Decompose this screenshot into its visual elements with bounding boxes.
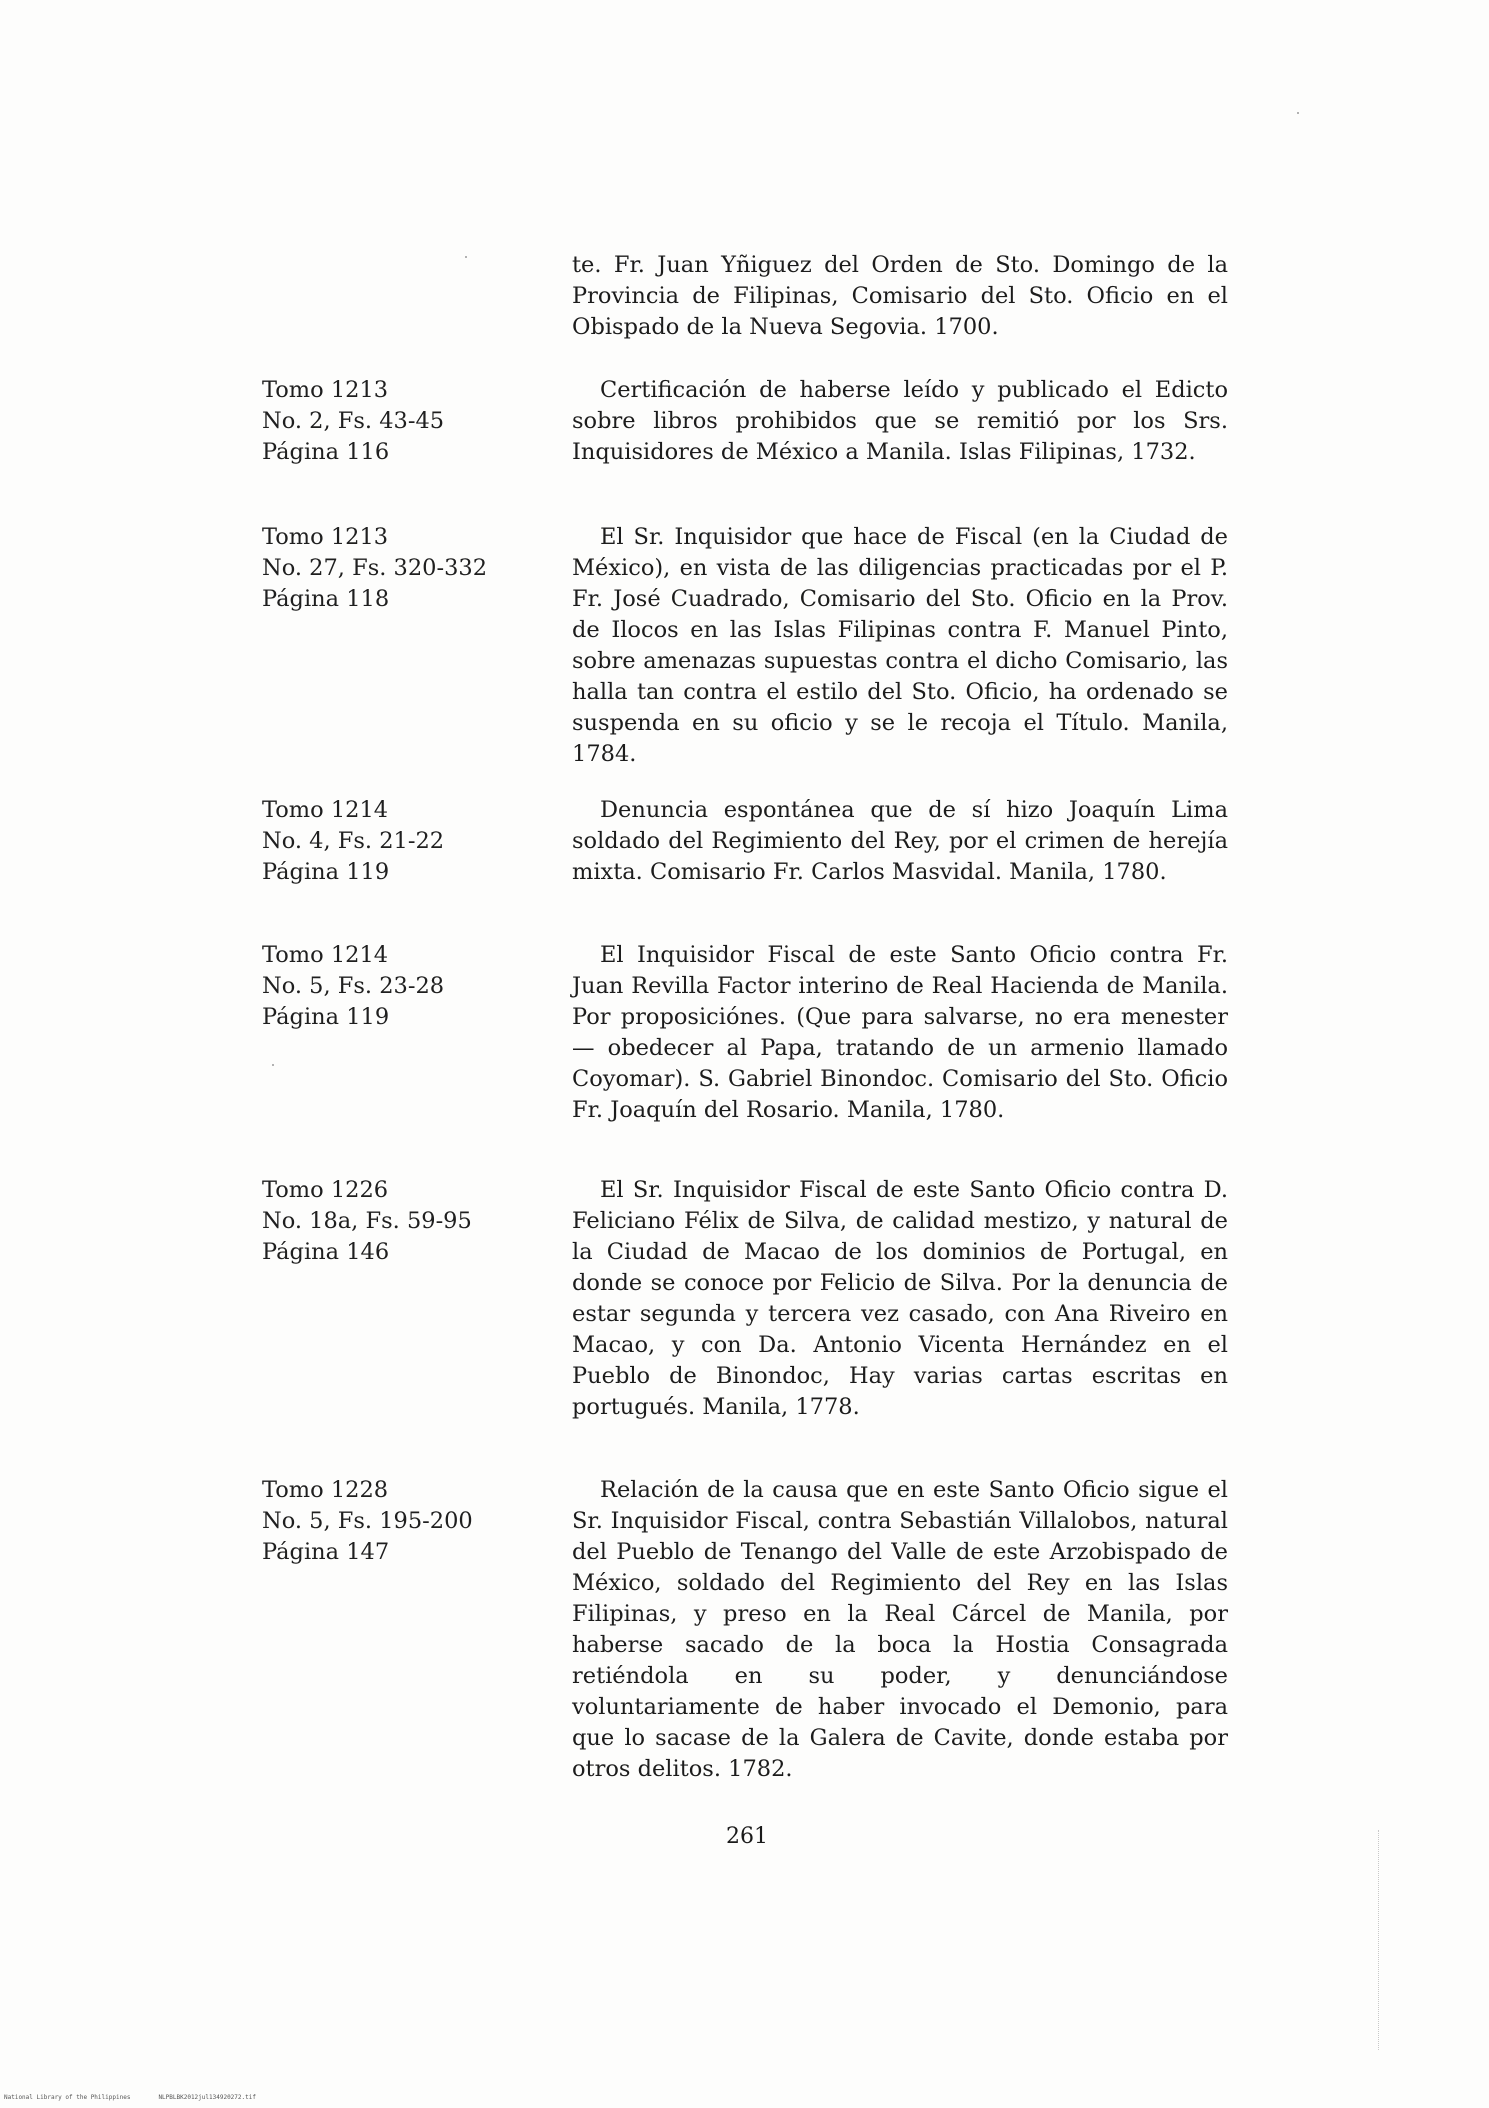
reference-folios: No. 5, Fs. 23-28 — [262, 973, 445, 999]
reference-volume: Tomo 1213 — [262, 524, 389, 550]
catalog-entry-text: El Sr. Inquisidor que hace de Fiscal (en la Ciudad de México), en vista de las diligencias practicadas por el P. Fr. José Cuadrado, Comisario del Sto. Oficio en la Prov. de Ilocos en las Islas Filipinas contra F. Manuel Pinto, sobre amenazas supuestas contra el dicho Comisario, las halla tan contra el estilo del Sto. Oficio, ha ordenado se suspenda en su oficio y se le recoja el Título. Manila, 1784. — [572, 524, 1228, 767]
reference-volume: Tomo 1213 — [262, 377, 389, 403]
catalog-entry-text: Relación de la causa que en este Santo Oficio sigue el Sr. Inquisidor Fiscal, contra Sebastián Villalobos, natural del Pueblo de Tenango del Valle de este Arzobispado de México, soldado del Regimiento del Rey en las Islas Filipinas, y preso en la Real Cárcel de Manila, por haberse sacado de la boca la Hostia Consagrada retiéndola en su poder, y denunciándose voluntariamente de haber invocado el Demonio, para que lo sacase de la Galera de Cavite, donde estaba por otros delitos. 1782. — [572, 1477, 1228, 1782]
page-number: 261 — [726, 1824, 768, 1849]
archive-reference — [262, 522, 487, 615]
archive-reference — [262, 940, 444, 1033]
catalog-entry-text: El Sr. Inquisidor Fiscal de este Santo Oficio contra D. Feliciano Félix de Silva, de calidad mestizo, y natural de la Ciudad de Macao de los dominios de Portugal, en donde se conoce por Felicio de Silva. Por la denuncia de estar segunda y tercera vez casado, con Ana Riveiro en Macao, y con Da. Antonio Vicenta Hernández en el Pueblo de Binondoc, Hay varias cartas escritas en portugués. Manila, 1778. — [572, 1177, 1228, 1420]
catalog-entry-text: te. Fr. Juan Yñiguez del Orden de Sto. Domingo de la Provincia de Filipinas, Comisario del Sto. Oficio en el Obispado de la Nueva Segovia. 1700. — [572, 252, 1228, 340]
reference-page: Página 116 — [262, 439, 390, 465]
archive-reference — [262, 1175, 472, 1268]
catalog-entry-text: Denuncia espontánea que de sí hizo Joaquín Lima soldado del Regimiento del Rey, por el crimen de herejía mixta. Comisario Fr. Carlos Masvidal. Manila, 1780. — [572, 797, 1228, 885]
footer-source: National Library of the Philippines — [4, 2094, 131, 2101]
scan-speck — [272, 1064, 274, 1066]
archive-reference — [262, 1475, 473, 1568]
reference-folios: No. 27, Fs. 320-332 — [262, 555, 488, 581]
archive-reference — [262, 375, 444, 468]
reference-page: Página 119 — [262, 859, 390, 885]
reference-page: Página 147 — [262, 1539, 390, 1565]
reference-volume: Tomo 1228 — [262, 1477, 389, 1503]
catalog-entry-text: El Inquisidor Fiscal de este Santo Oficio contra Fr. Juan Revilla Factor interino de Real Hacienda de Manila. Por proposiciónes. (Que para salvarse, no era menester — obedecer al Papa, tratando de un armenio llamado Coyomar). S. Gabriel Binondoc. Comisario del Sto. Oficio Fr. Joaquín del Rosario. Manila, 1780. — [572, 942, 1228, 1123]
reference-page: Página 119 — [262, 1004, 390, 1030]
reference-page: Página 146 — [262, 1239, 390, 1265]
footer-file: NLPBLBK2012jul134920272.tif — [158, 2094, 256, 2101]
reference-folios: No. 2, Fs. 43-45 — [262, 408, 445, 434]
scan-speck — [465, 256, 467, 258]
reference-volume: Tomo 1214 — [262, 942, 389, 968]
reference-folios: No. 5, Fs. 195-200 — [262, 1508, 473, 1534]
reference-page: Página 118 — [262, 586, 390, 612]
scan-edge-mark — [1378, 1830, 1380, 2050]
catalog-entry-text: Certificación de haberse leído y publicado el Edicto sobre libros prohibidos que se remitió por los Srs. Inquisidores de México a Manila. Islas Filipinas, 1732. — [572, 377, 1228, 465]
scan-footer — [4, 2094, 284, 2101]
reference-volume: Tomo 1226 — [262, 1177, 389, 1203]
archive-reference — [262, 795, 444, 888]
reference-volume: Tomo 1214 — [262, 797, 389, 823]
scan-speck — [1297, 112, 1299, 114]
reference-folios: No. 4, Fs. 21-22 — [262, 828, 445, 854]
reference-folios: No. 18a, Fs. 59-95 — [262, 1208, 472, 1234]
